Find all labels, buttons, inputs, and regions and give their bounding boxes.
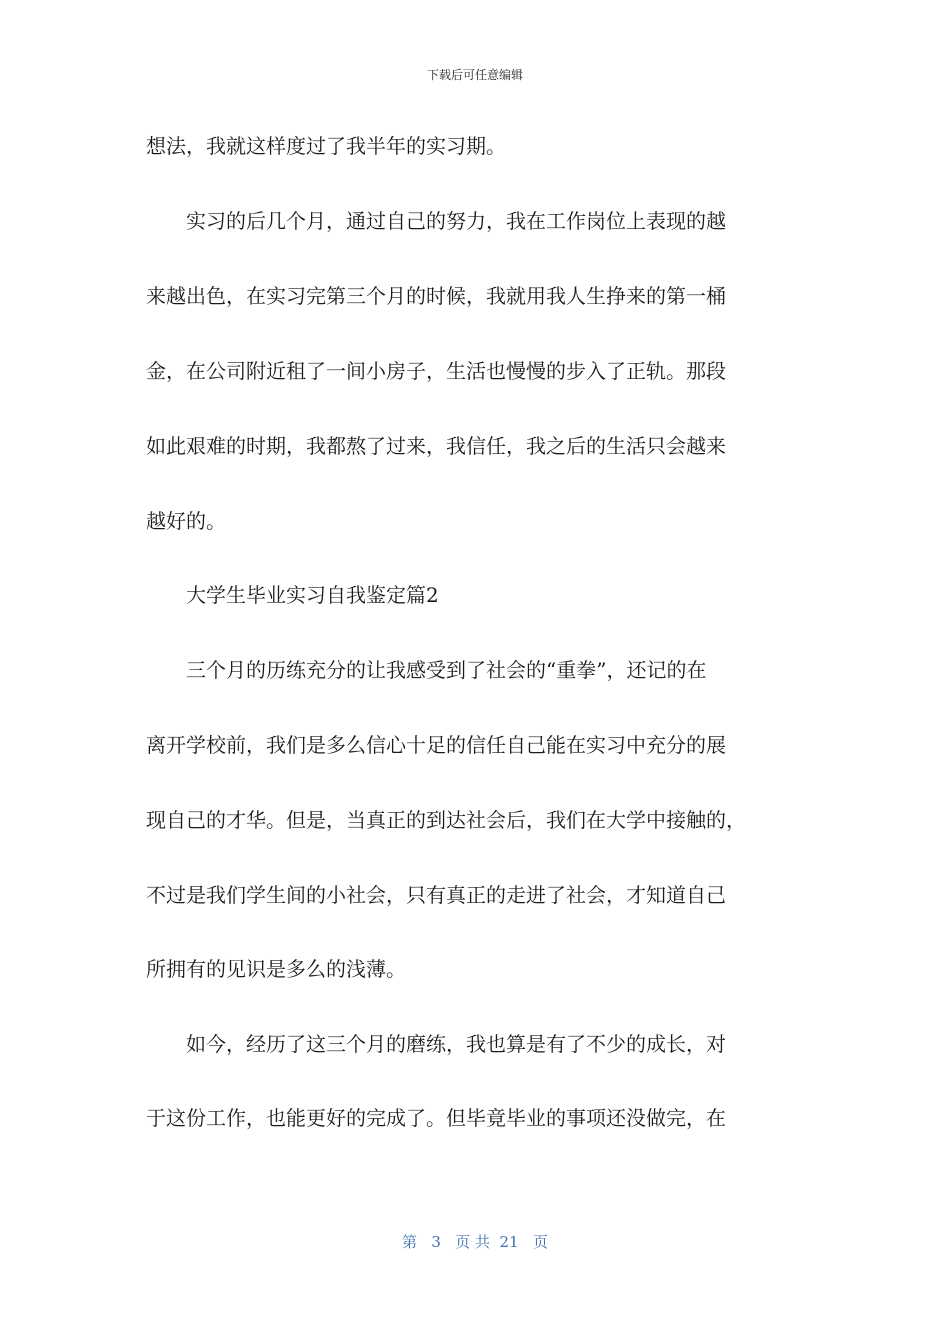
page-header: 下载后可任意编辑: [426, 68, 523, 82]
body-line: 金，在公司附近租了一间小房子，生活也慢慢的步入了正轨。那段: [146, 359, 726, 383]
body-line: 于这份工作，也能更好的完成了。但毕竟毕业的事项还没做完，在: [146, 1106, 726, 1130]
body-line: 实习的后几个月，通过自己的努力，我在工作岗位上表现的越: [146, 209, 726, 233]
footer-prefix: 第: [402, 1233, 418, 1251]
page-footer: [0, 1231, 950, 1252]
body-line: 越好的。: [146, 509, 226, 533]
current-page-number: 3: [431, 1233, 441, 1251]
body-line: 来越出色，在实习完第三个月的时候，我就用我人生挣来的第一桶: [146, 284, 726, 308]
footer-middle: 页 共: [455, 1233, 490, 1251]
body-line: 所拥有的见识是多么的浅薄。: [146, 957, 406, 981]
body-line: 如此艰难的时期，我都熬了过来，我信任，我之后的生活只会越来: [146, 434, 726, 458]
body-line: 想法，我就这样度过了我半年的实习期。: [146, 134, 506, 158]
body-line: 离开学校前，我们是多么信心十足的信任自己能在实习中充分的展: [146, 733, 726, 757]
body-line: 不过是我们学生间的小社会，只有真正的走进了社会，才知道自己: [146, 883, 726, 907]
body-line: 如今，经历了这三个月的磨练，我也算是有了不少的成长，对: [146, 1032, 726, 1056]
section-heading: 大学生毕业实习自我鉴定篇2: [146, 583, 439, 607]
body-line: 现自己的才华。但是，当真正的到达社会后，我们在大学中接触的，: [146, 808, 746, 832]
footer-suffix: 页: [532, 1233, 548, 1251]
total-pages: 21: [499, 1233, 519, 1251]
body-line: 三个月的历练充分的让我感受到了社会的“重拳”，还记的在: [146, 658, 707, 682]
